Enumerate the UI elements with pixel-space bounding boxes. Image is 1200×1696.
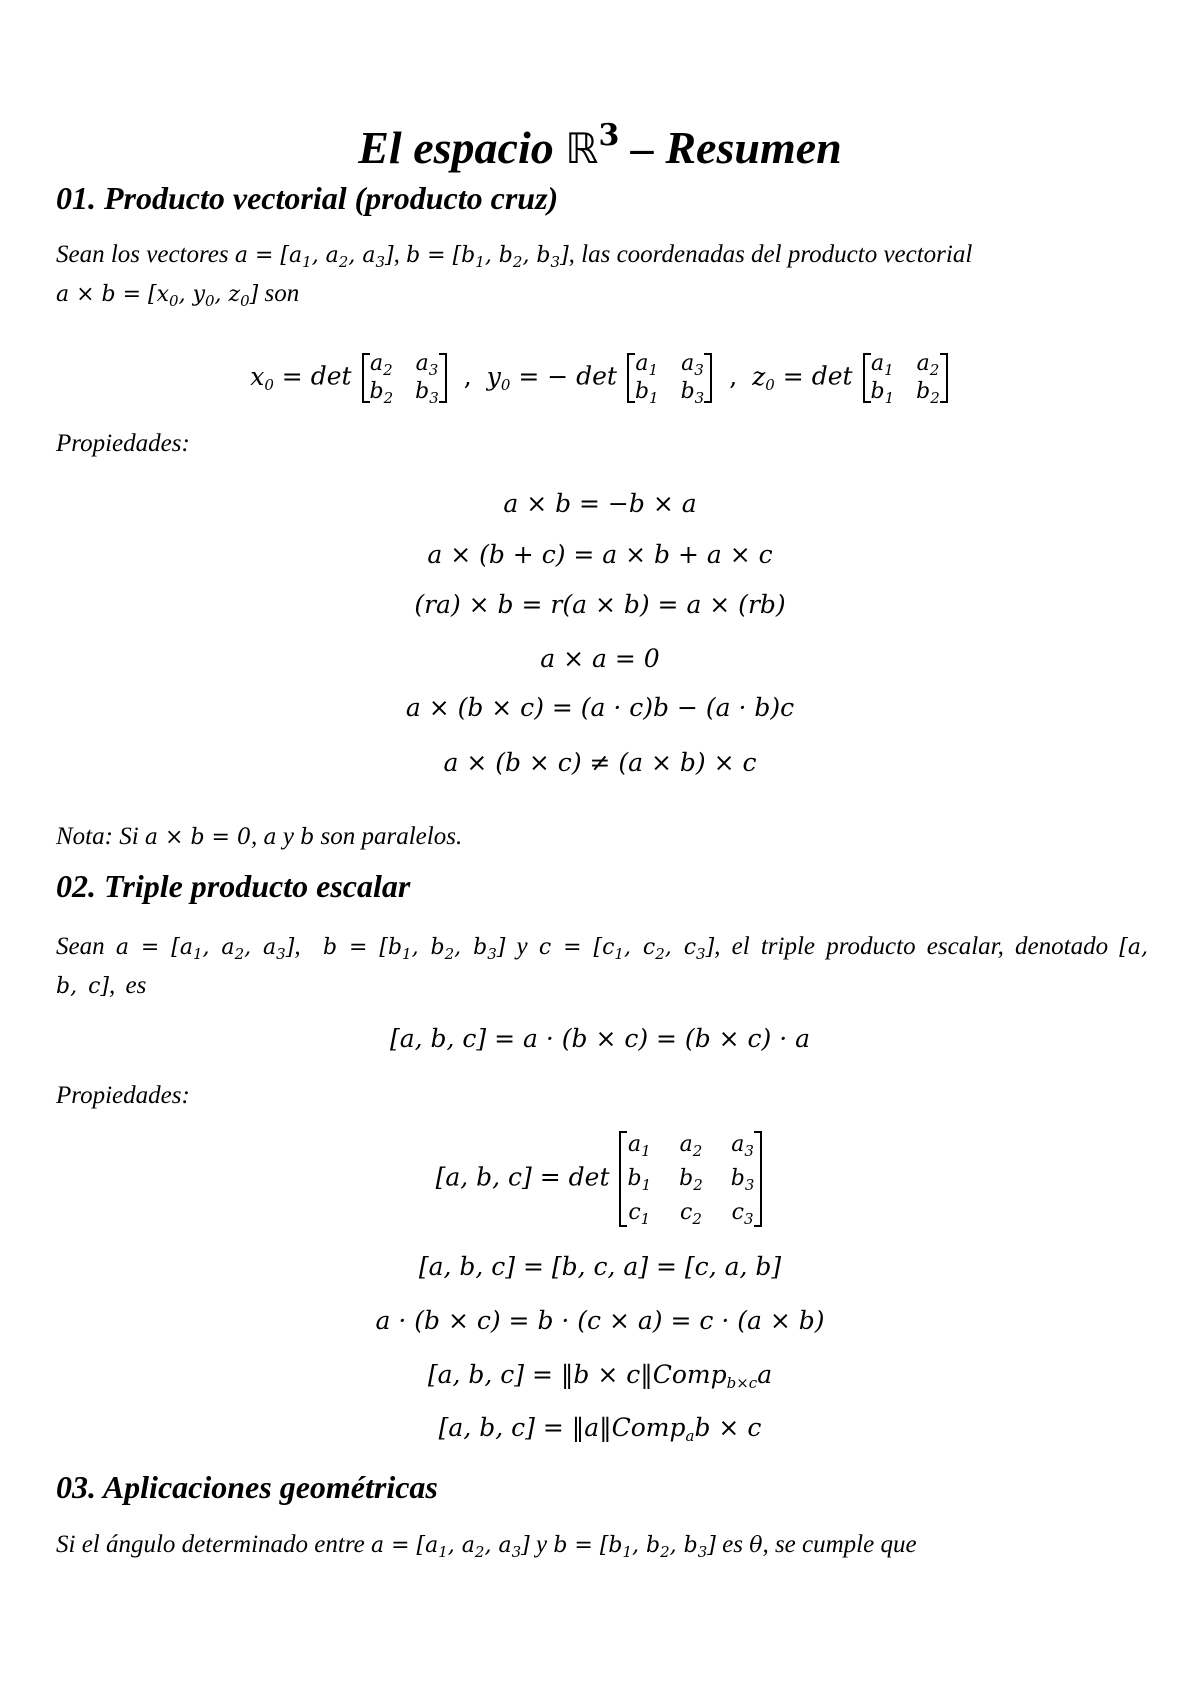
property-equation: (ra) × b = r(a × b) = a × (rb) xyxy=(414,590,786,619)
component-formula-1: [a, b, c] = ‖b × c‖Comp$_{b\times c}$a xyxy=(427,1360,773,1392)
property-equation: a × (b × c) ≠ (a × b) × c xyxy=(443,748,757,777)
triple-product-definition: [a, b, c] = a · (b × c) = (b × c) · a xyxy=(389,1024,811,1053)
cross-product-coordinates-formula: $x_0 = \det$ $a_2$ $a_3$ $b_2$ $b_3$ , $y_0$ = − det $a_1$ $a_3$ $b_1$ $b_3$ , $z_0 = \det$ $a_1$ $a_2$ $b_1$ $b_2$ xyxy=(0,350,1200,406)
properties-label: Propiedades: xyxy=(56,1082,190,1109)
property-equation: a · (b × c) = b · (c × a) = c · (a × b) xyxy=(375,1306,825,1335)
properties-label: Propiedades: xyxy=(56,430,190,457)
matrix-z0: $a_1$ $a_2$ $b_1$ $b_2$ xyxy=(863,350,948,406)
property-equation: a × (b × c) = (a · c)b − (a · b)c xyxy=(405,693,795,722)
matrix-y0: $a_1$ $a_3$ $b_1$ $b_3$ xyxy=(627,350,712,406)
triple-product-determinant: [a, b, c] = det $a_1$ $a_2$ $a_3$ $b_1$ $b_2$ $b_3$ $c_1$ $c_2$ $c_3$ xyxy=(0,1128,1200,1230)
parallel-note: Nota: Si a × b = 0, a y b son paralelos. xyxy=(56,823,463,850)
property-equation: [a, b, c] = [b, c, a] = [c, a, b] xyxy=(418,1252,782,1281)
property-equation: a × b = −b × a xyxy=(503,489,697,518)
property-equation: a × (b + c) = a × b + a × c xyxy=(427,540,773,569)
page-title: El espacio ℝ$^3$ – Resumen xyxy=(358,118,842,173)
section-heading-cross-product: 01. Producto vectorial (producto cruz) xyxy=(56,180,559,216)
matrix-3x3: $a_1$ $a_2$ $a_3$ $b_1$ $b_2$ $b_3$ $c_1$ $c_2$ $c_3$ xyxy=(619,1128,762,1230)
section-heading-applications: 03. Aplicaciones geométricas xyxy=(56,1469,438,1505)
component-formula-2: [a, b, c] = ‖a‖Comp$_a$b × c xyxy=(438,1413,762,1445)
matrix-x0: $a_2$ $a_3$ $b_2$ $b_3$ xyxy=(362,350,447,406)
property-equation: a × a = 0 xyxy=(540,644,660,673)
section-heading-triple-product: 02. Triple producto escalar xyxy=(56,868,411,904)
applications-intro: Si el ángulo determinado entre $a = [a_1$, $a_2$, $a_3$] y $b = [b_1$, $b_2$, $b_3$] es θ, se cumple que xyxy=(56,1531,917,1561)
triple-product-intro: Sean $a = [a_1$, $a_2$, $a_3$], $b = [b_1$, $b_2$, $b_3$] y $c = [c_1$, $c_2$, $c_3$], el triple producto escalar, denotado [a, b, c], es xyxy=(56,933,1148,999)
cross-product-intro: Sean los vectores $a = [a_1$, $a_2$, $a_3$], $b = [b_1$, $b_2$, $b_3$], las coordenadas del producto vectorial $a \times b = [x_0$, $y_0$, $z_0$] son xyxy=(56,241,973,310)
